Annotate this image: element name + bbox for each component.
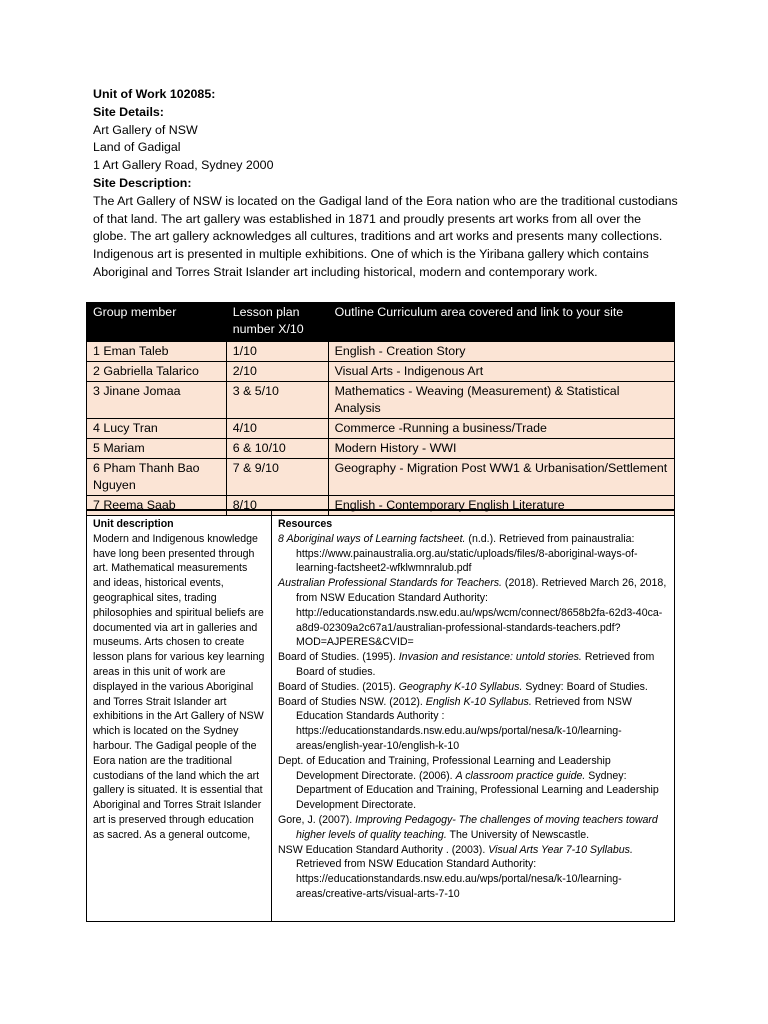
table-header-row [87, 303, 675, 342]
ref-post: Retrieved from NSW Education Standard Authority: https://educationstandards.nsw.edu.au/wps/portal/nesa/k-10/learning-areas/creative-arts/visual-arts-7-10 [296, 858, 622, 900]
cell-curriculum: English - Creation Story [328, 342, 674, 362]
table-row [87, 362, 675, 382]
cell-lesson: 6 & 10/10 [226, 439, 328, 459]
cell-lesson: 2/10 [226, 362, 328, 382]
table-row [87, 382, 675, 419]
site-details-label: Site Details: [93, 104, 164, 119]
ref-post: Sydney: Board of Studies. [522, 680, 648, 693]
cell-member: 3 Jinane Jomaa [87, 382, 227, 419]
site-header [93, 86, 678, 282]
reference-item [278, 695, 668, 754]
cell-lesson: 8/10 [226, 496, 328, 516]
site-description-label: Site Description: [93, 175, 192, 190]
ref-pre: Board of Studies. (1995). [278, 651, 399, 664]
cell-curriculum: Geography - Migration Post WW1 & Urbanisation/Settlement [328, 459, 674, 496]
ref-title: Improving Pedagogy- The challenges of moving teachers toward higher levels of quality teaching. [296, 813, 658, 841]
site-address: 1 Art Gallery Road, Sydney 2000 [93, 158, 274, 173]
reference-item [278, 843, 668, 902]
ref-title: 8 Aboriginal ways of Learning factsheet. [278, 532, 466, 545]
site-land: Land of Gadigal [93, 140, 181, 155]
resources-column [272, 511, 674, 921]
cell-curriculum: Mathematics - Weaving (Measurement) & Statistical Analysis [328, 382, 674, 419]
cell-member: 4 Lucy Tran [87, 419, 227, 439]
unit-resources-box [86, 509, 675, 922]
site-description: The Art Gallery of NSW is located on the Gadigal land of the Eora nation who are the traditional custodians of that land. The art gallery was established in 1871 and proudly presents art works from all over the globe. The art gallery acknowledges all cultures, traditions and art works and presents many collections. Indigenous art is presented in multiple exhibitions. One of which is the Yiribana gallery which contains Aboriginal and Torres Strait Islander art including historical, modern and contemporary work. [93, 193, 678, 279]
header-lesson-plan: Lesson plan number X/10 [226, 303, 328, 342]
ref-post: The University of Newscastle. [446, 828, 590, 841]
cell-member: 7 Reema Saab [87, 496, 227, 516]
reference-list [278, 532, 668, 902]
unit-description-heading: Unit description [93, 518, 174, 530]
table-row [87, 439, 675, 459]
table-row [87, 419, 675, 439]
cell-member: 5 Mariam [87, 439, 227, 459]
cell-curriculum: Modern History - WWI [328, 439, 674, 459]
unit-description-text: Modern and Indigenous knowledge have long been presented through art. Mathematical measurements and ideas, historical events, geographical sites, trading philosophies and spiritual beliefs are documented via art in galleries and museums. Arts chosen to create lesson plans for various key learning areas in this unit of work are displayed in the various Aboriginal and Torres Strait Islander art exhibitions in the Art Gallery of NSW which is located on the Sydney harbour. The Gadigal people of the Eora nation are the traditional custodians of the land which the art gallery is situated. It is essential that Aboriginal and Torres Strait Islander art is preserved through education as sacred. As a general outcome, [93, 532, 265, 841]
unit-title: Unit of Work 102085: [93, 87, 216, 101]
ref-post: (n.d.). Retrieved from painaustralia: https://www.painaustralia.org.au/static/uploads/files/8-aboriginal-ways-of-learning-factsheet2-wfklwmnralub.pdf [296, 532, 638, 575]
ref-title: Geography K-10 Syllabus. [398, 680, 523, 693]
ref-title: English K-10 Syllabus. [425, 695, 532, 708]
cell-curriculum: Commerce -Running a business/Trade [328, 419, 674, 439]
ref-pre: Gore, J. (2007). [278, 813, 356, 826]
table-row [87, 342, 675, 362]
reference-item [278, 650, 668, 680]
cell-member: 6 Pham Thanh Bao Nguyen [87, 459, 227, 496]
ref-pre: Board of Studies NSW. (2012). [278, 695, 426, 708]
header-curriculum: Outline Curriculum area covered and link to your site [328, 303, 674, 342]
resources-heading: Resources [278, 518, 333, 530]
reference-item [278, 813, 668, 843]
cell-lesson: 1/10 [226, 342, 328, 362]
cell-lesson: 3 & 5/10 [226, 382, 328, 419]
cell-curriculum: English - Contemporary English Literature [328, 496, 674, 516]
table-row [87, 459, 675, 496]
cell-member: 2 Gabriella Talarico [87, 362, 227, 382]
unit-description-column [87, 511, 272, 921]
ref-title: Visual Arts Year 7-10 Syllabus. [488, 843, 633, 856]
ref-pre: NSW Education Standard Authority . (2003). [278, 843, 489, 856]
reference-item [278, 754, 668, 813]
ref-pre: Board of Studies. (2015). [278, 680, 399, 693]
site-name: Art Gallery of NSW [93, 122, 198, 137]
ref-post: Retrieved from NSW Education Standards Authority : https://educationstandards.nsw.edu.au/wps/portal/nesa/k-10/learning-areas/english-year-10/english-k-10 [296, 695, 632, 752]
cell-curriculum: Visual Arts - Indigenous Art [328, 362, 674, 382]
ref-title: A classroom practice guide. [455, 769, 586, 782]
reference-item [278, 680, 668, 695]
cell-member: 1 Eman Taleb [87, 342, 227, 362]
ref-title: Invasion and resistance: untold stories. [398, 651, 582, 664]
ref-post: (2018). Retrieved March 26, 2018, from NSW Education Standard Authority: http://educationstandards.nsw.edu.au/wps/wcm/connect/8658b2fa-62d3-40ca-a8d9-02309a2c67a1/australian-professional-standards-teachers.pdf?MOD=AJPERES&CVID= [296, 577, 667, 649]
ref-title: Australian Professional Standards for Teachers. [278, 577, 502, 590]
reference-item [278, 576, 668, 650]
cell-lesson: 7 & 9/10 [226, 459, 328, 496]
ref-post: Sydney: Department of Education and Training, Professional Learning and Leadership Development Directorate. [296, 769, 659, 812]
group-table [86, 302, 675, 516]
header-group-member: Group member [87, 303, 227, 342]
reference-item [278, 532, 668, 576]
cell-lesson: 4/10 [226, 419, 328, 439]
ref-post: Retrieved from Board of studies. [296, 651, 655, 678]
ref-pre: Dept. of Education and Training, Professional Learning and Leadership Development Directorate. (2006). [278, 754, 611, 782]
